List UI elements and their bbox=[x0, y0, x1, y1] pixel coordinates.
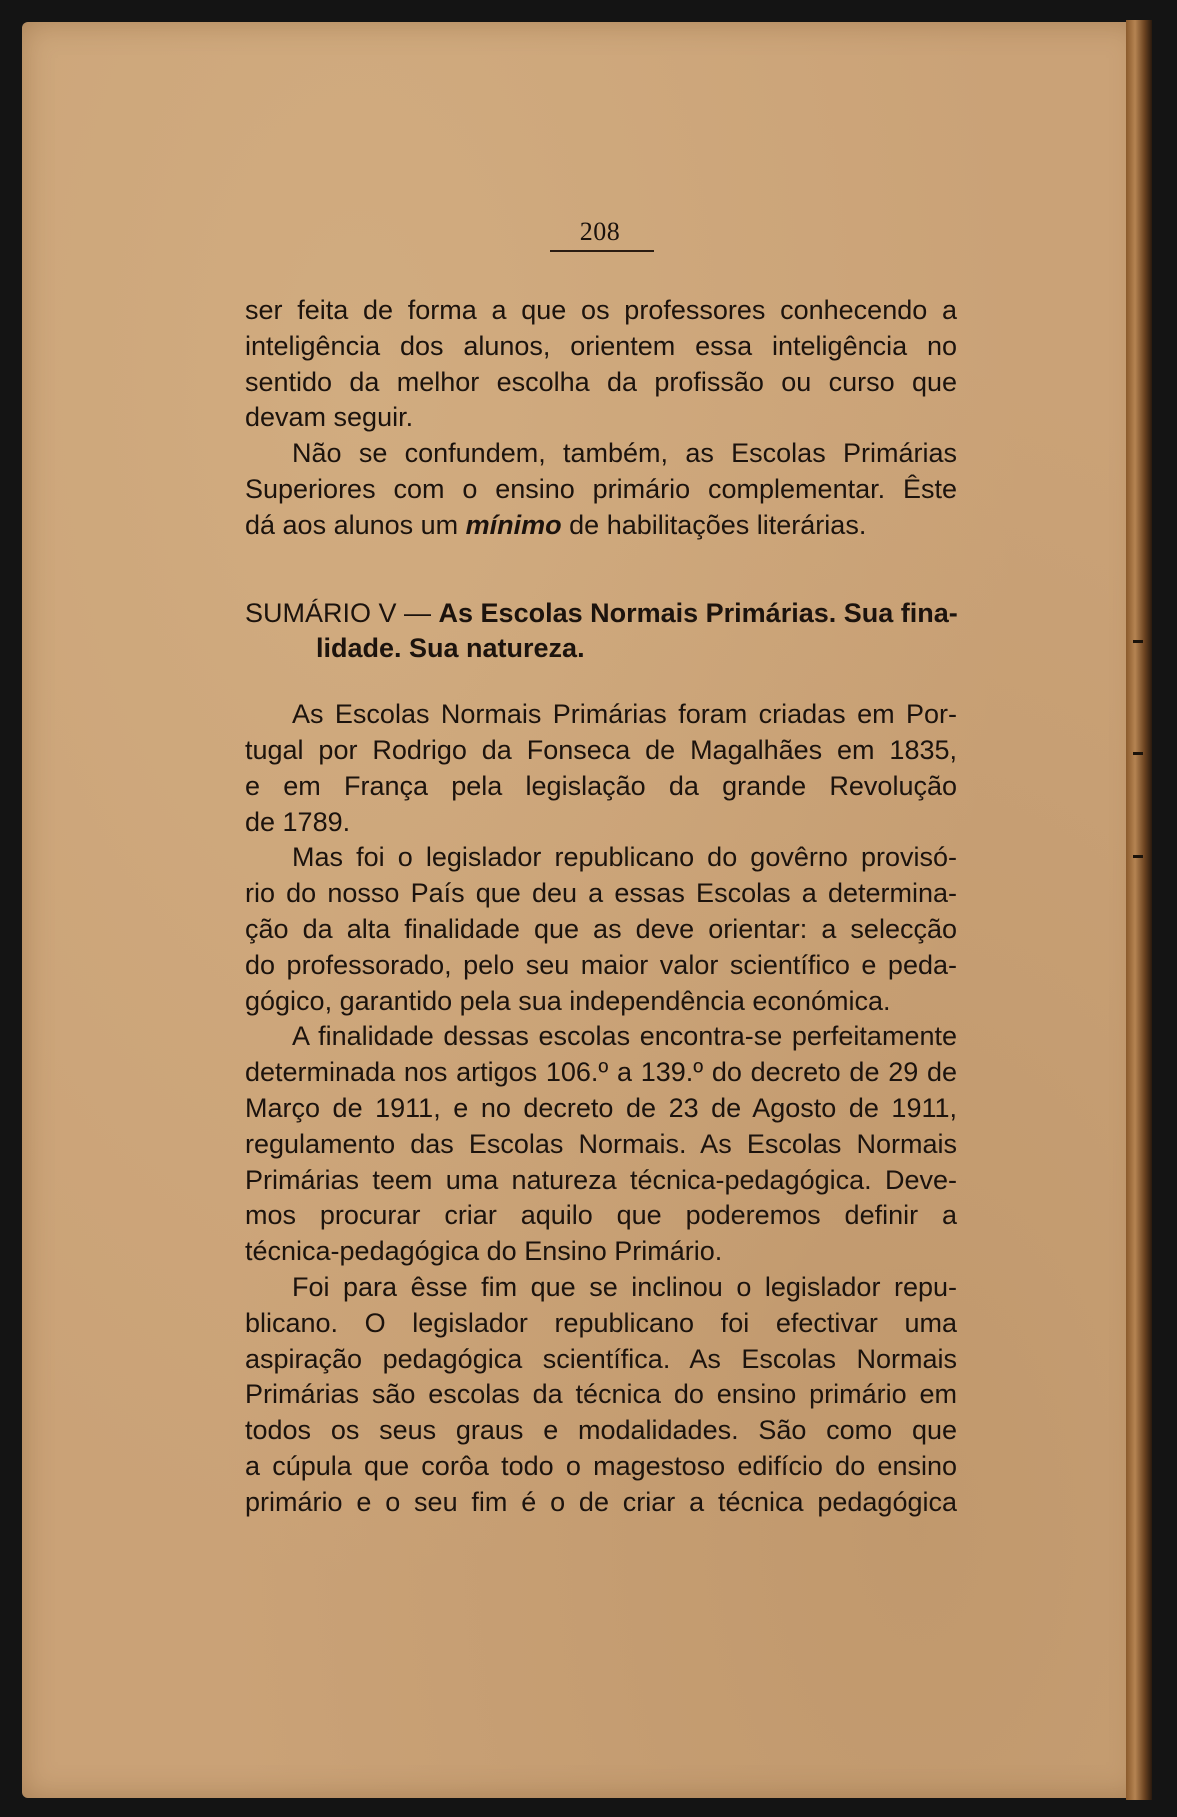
text-line: do professorado, pelo seu maior valor scientífico e peda- bbox=[245, 949, 957, 980]
text-line: ser feita de forma a que os professores conhecendo a bbox=[245, 295, 957, 325]
paragraph-6 bbox=[245, 1270, 957, 1521]
text-line: tugal por Rodrigo da Fonseca de Magalhães em 1835, bbox=[245, 734, 957, 765]
text-fragment: dá aos alunos um bbox=[245, 509, 466, 540]
summary-title: As Escolas Normais Primárias. Sua fina- bbox=[438, 597, 958, 628]
text-line: inteligência dos alunos, orientem essa inteligência no bbox=[245, 330, 957, 361]
text-line: a cúpula que corôa todo o magestoso edifício do ensino bbox=[245, 1450, 957, 1481]
text-line: de 1789. bbox=[245, 806, 351, 837]
text-line: Foi para êsse fim que se inclinou o legislador repu- bbox=[292, 1271, 957, 1302]
summary-line-1 bbox=[245, 596, 957, 632]
text-line: aspiração pedagógica scientífica. As Escolas Normais bbox=[245, 1343, 957, 1374]
paragraph-1 bbox=[245, 293, 957, 436]
text-line bbox=[245, 508, 957, 544]
text-fragment: de habilitações literárias. bbox=[561, 509, 867, 540]
emphasis-minimo: mínimo bbox=[465, 509, 562, 540]
book-spine bbox=[1126, 20, 1152, 1800]
text-line: Março de 1911, e no decreto de 23 de Agosto de 1911, bbox=[245, 1092, 957, 1123]
paragraph-5 bbox=[245, 1019, 957, 1270]
text-line: todos os seus graus e modalidades. São como que bbox=[245, 1415, 957, 1446]
text-line: Superiores com o ensino primário complementar. Êste bbox=[245, 473, 957, 504]
summary-heading bbox=[245, 596, 957, 668]
summary-label: SUMÁRIO V — bbox=[245, 597, 439, 628]
text-line: Mas foi o legislador republicano do govêrno provisó- bbox=[292, 842, 957, 873]
text-line: gógico, garantido pela sua independência económica. bbox=[245, 985, 891, 1016]
spine-mark bbox=[1133, 752, 1143, 755]
text-line: As Escolas Normais Primárias foram criadas em Por- bbox=[292, 699, 957, 730]
text-line: Primárias são escolas da técnica do ensino primário em bbox=[245, 1379, 957, 1410]
text-line: A finalidade dessas escolas encontra-se perfeitamente bbox=[292, 1021, 957, 1052]
text-line: determinada nos artigos 106.º a 139.º do decreto de 29 de bbox=[245, 1057, 957, 1088]
text-line: rio do nosso País que deu a essas Escolas a determina- bbox=[245, 878, 957, 909]
text-line: Primárias teem uma natureza técnica-pedagógica. Deve- bbox=[245, 1164, 957, 1195]
text-line: sentido da melhor escolha da profissão ou curso que bbox=[245, 366, 957, 397]
text-line: ção da alta finalidade que as deve orientar: a selecção bbox=[245, 913, 957, 944]
paragraph-3 bbox=[245, 697, 957, 840]
spine-mark bbox=[1133, 855, 1143, 858]
page-number-rule bbox=[550, 250, 654, 252]
text-line: e em França pela legislação da grande Revolução bbox=[245, 770, 957, 801]
paragraph-2 bbox=[245, 436, 957, 543]
text-line: blicano. O legislador republicano foi efectivar uma bbox=[245, 1307, 957, 1338]
paragraph-4 bbox=[245, 840, 957, 1019]
spine-mark bbox=[1133, 640, 1143, 643]
body-text bbox=[245, 293, 957, 1521]
page-number: 208 bbox=[579, 217, 621, 246]
text-line: regulamento das Escolas Normais. As Escolas Normais bbox=[245, 1128, 957, 1159]
summary-line-2: lidade. Sua natureza. bbox=[316, 633, 585, 664]
text-line: técnica-pedagógica do Ensino Primário. bbox=[245, 1236, 723, 1267]
text-line: mos procurar criar aquilo que poderemos definir a bbox=[245, 1200, 957, 1231]
text-line: primário e o seu fim é o de criar a técnica pedagógica bbox=[245, 1486, 957, 1517]
text-line: devam seguir. bbox=[245, 402, 414, 433]
text-line: Não se confundem, também, as Escolas Primárias bbox=[292, 438, 957, 469]
